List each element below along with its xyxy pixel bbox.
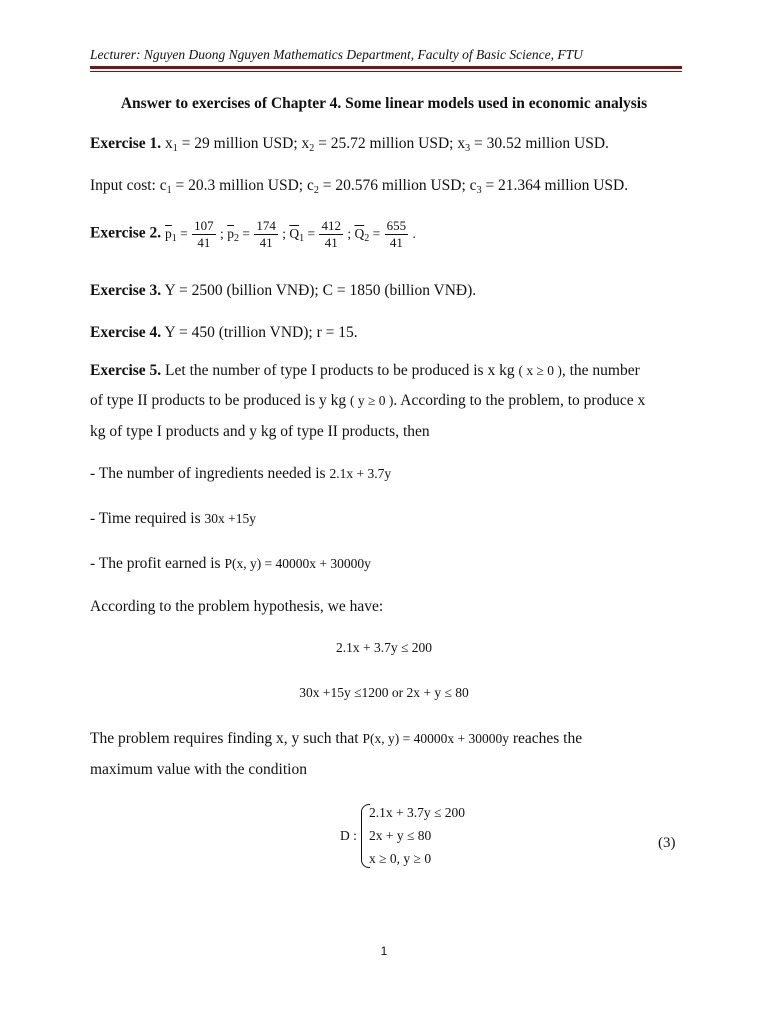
- exercise-5-label: Exercise 5.: [90, 362, 162, 379]
- maximum-line: maximum value with the condition: [90, 761, 307, 778]
- exercise-4: Exercise 4. Y = 450 (trillion VND); r = 15.: [90, 324, 358, 341]
- ingredients-line: - The number of ingredients needed is 2.1x + 3.7y: [90, 465, 392, 482]
- inequality-1: 2.1x + 3.7y ≤ 200: [335, 640, 433, 655]
- document-title: Answer to exercises of Chapter 4. Some linear models used in economic analysis: [120, 95, 648, 112]
- page-number: 1: [380, 944, 388, 958]
- exercise-5-line-3: kg of type I products and y kg of type II products, then: [90, 423, 430, 440]
- fraction-p2: $\frac{174}{41}$: [256, 218, 276, 250]
- header-rule-thin: [90, 71, 682, 72]
- exercise-3: Exercise 3. Y = 2500 (billion VNĐ); C = 1850 (billion VNĐ).: [90, 282, 477, 299]
- exercise-3-label: Exercise 3.: [90, 282, 162, 299]
- constraint-3: x ≥ 0, y ≥ 0: [369, 851, 432, 866]
- constraint-1: 2.1x + 3.7y ≤ 200: [369, 805, 466, 820]
- hypothesis-line: According to the problem hypothesis, we have:: [90, 598, 384, 615]
- exercise-2-label: Exercise 2.: [90, 224, 162, 242]
- fraction-p1: $\frac{107}{41}$: [194, 218, 214, 250]
- exercise-2: Exercise 2. $\overline{p}_1$ = $\frac{107}{41}$ ; $\overline{p}_2$ = $\frac{174}{41}$ ; $\overline{Q}_1$ = $\frac{412}{41}$ ; $\overline{Q}_2$ = $\frac{655}{41}$ .: [90, 218, 416, 250]
- exercise-5-line-2: of type II products to be produced is y kg ( y ≥ 0 ). According to the problem, to produce x: [90, 392, 646, 409]
- constraint-2: 2x + y ≤ 80: [369, 828, 432, 843]
- exercise-4-label: Exercise 4.: [90, 324, 162, 341]
- requires-line: The problem requires finding x, y such that P(x, y) = 40000x + 30000y reaches the: [90, 730, 583, 747]
- equation-number: (3): [658, 835, 676, 851]
- profit-line: - The profit earned is P(x, y) = 40000x + 30000y: [90, 555, 371, 572]
- input-cost-line: Input cost: $c_1 = 20.3$ million USD; $c_2 = 20.576$ million USD; $c_3 = 21.364$ million USD.: [90, 177, 629, 196]
- time-line: - Time required is 30x +15y: [90, 510, 257, 527]
- inequality-2: 30x +15y ≤1200 or 2x + y ≤ 80: [299, 685, 469, 700]
- exercise-5-line-1: Exercise 5. Let the number of type I products to be produced is x kg ( x ≥ 0 ), the number: [90, 362, 640, 379]
- fraction-q2: $\frac{655}{41}$: [386, 218, 407, 250]
- exercise-1: Exercise 1. $x_1 = 29$ million USD; $x_2 = 25.72$ million USD; $x_3 = 30.52$ million USD.: [90, 135, 609, 154]
- fraction-q1: $\frac{412}{41}$: [321, 218, 341, 250]
- header-rule-thick: [90, 66, 682, 69]
- exercise-1-label: Exercise 1.: [90, 135, 162, 152]
- page-header: Lecturer: Nguyen Duong Nguyen Mathematics Department, Faculty of Basic Science, FTU: [90, 47, 583, 62]
- domain-label: D :: [340, 828, 357, 843]
